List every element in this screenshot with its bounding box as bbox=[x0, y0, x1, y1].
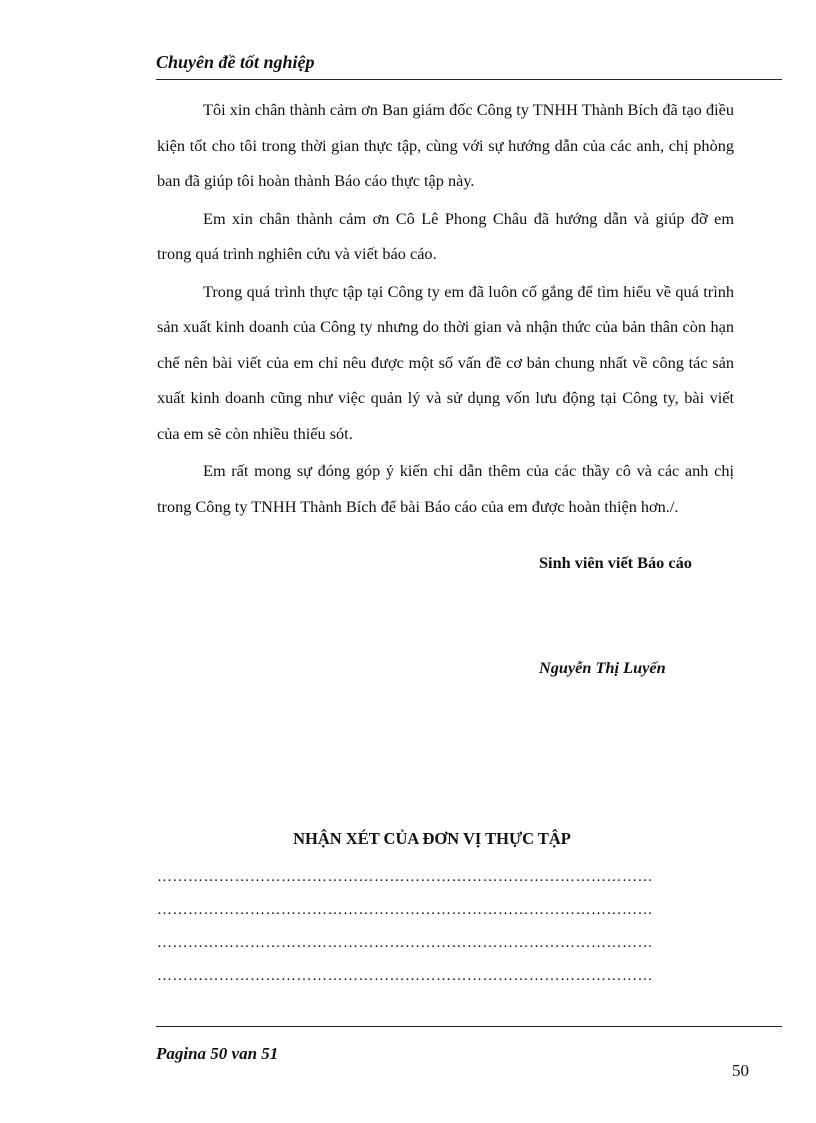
review-title: NHẬN XÉT CỦA ĐƠN VỊ THỰC TẬP bbox=[293, 829, 571, 848]
review-line-1: …………………………………………………………………………………… bbox=[157, 869, 653, 885]
page-number: 50 bbox=[732, 1061, 749, 1080]
paragraph-2: Em xin chân thành cảm ơn Cô Lê Phong Châu đã hướng dẫn và giúp đỡ em trong quá trình nghiên cứu và viết báo cáo. bbox=[157, 208, 734, 263]
footer-page-label: Pagina 50 van 51 bbox=[156, 1044, 279, 1063]
paragraph-4: Em rất mong sự đóng góp ý kiến chỉ dẫn thêm của các thầy cô và các anh chị trong Công ty TNHH Thành Bích để bài Báo cáo của em được hoàn thiện hơn./. bbox=[157, 461, 734, 516]
review-line-4: …………………………………………………………………………………… bbox=[157, 968, 653, 984]
review-line-2: …………………………………………………………………………………… bbox=[157, 902, 653, 918]
header-rule bbox=[156, 79, 782, 80]
body-text bbox=[157, 92, 734, 524]
header-title: Chuyên đề tốt nghiệp bbox=[156, 52, 315, 72]
paragraph-1: Tôi xin chân thành cảm ơn Ban giám đốc Công ty TNHH Thành Bích đã tạo điều kiện tốt cho tôi trong thời gian thực tập, cùng với sự hướng dẫn của các anh, chị phòng ban đã giúp tôi hoàn thành Báo cáo thực tập này. bbox=[157, 100, 734, 190]
paragraph-3: Trong quá trình thực tập tại Công ty em đã luôn cố gắng để tìm hiểu về quá trình sản xuất kinh doanh của Công ty nhưng do thời gian và nhận thức của bản thân còn hạn chế nên bài viết của em chỉ nêu được một số vấn đề cơ bản chung nhất về công tác sản xuất kinh doanh cũng như việc quản lý và sử dụng vốn lưu động tại Công ty, bài viết của em sẽ còn nhiều thiếu sót. bbox=[157, 281, 734, 443]
signature-name: Nguyễn Thị Luyến bbox=[539, 658, 666, 677]
signature-role: Sinh viên viết Báo cáo bbox=[539, 553, 692, 572]
footer-rule bbox=[156, 1026, 782, 1027]
review-line-3: …………………………………………………………………………………… bbox=[157, 935, 653, 951]
